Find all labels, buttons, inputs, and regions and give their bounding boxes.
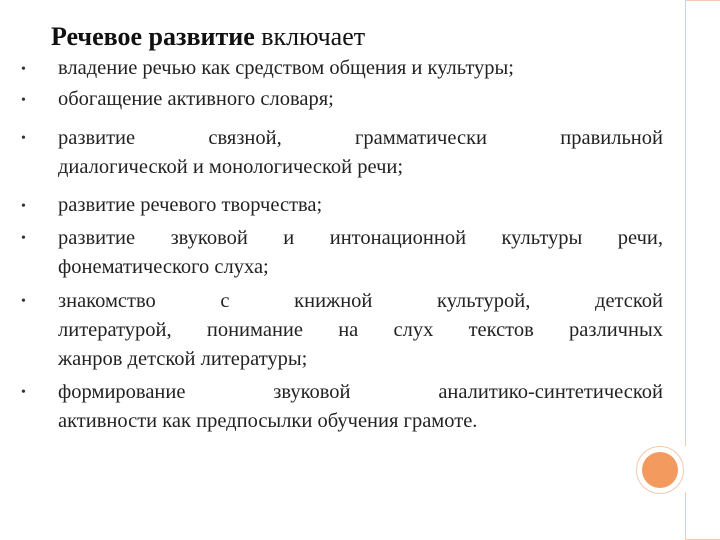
frame-vertical-line-top [685, 0, 686, 446]
page-title [51, 20, 365, 54]
bullet-icon: • [21, 385, 26, 400]
title-bold: Речевое развитие [51, 22, 255, 51]
frame-vertical-line-bottom [685, 492, 686, 540]
bullet-icon: • [21, 131, 26, 146]
bullet-icon: • [21, 294, 26, 309]
list-item-line: развитие связной, грамматически правильной [58, 127, 663, 149]
frame-top-line [685, 0, 720, 1]
list-item-line: развитие звуковой и интонационной культуры речи, [58, 227, 663, 249]
list-item-line: диалогической и монологической речи; [58, 156, 404, 178]
list-item-line: развитие речевого творчества; [58, 194, 323, 216]
title-rest: включает [254, 22, 366, 51]
bullet-icon: • [21, 231, 26, 246]
list-item-line: знакомство с книжной культурой, детской [58, 290, 663, 312]
list-item-line: владение речью как средством общения и культуры; [58, 57, 514, 79]
list-item-line: фонематического слуха; [58, 256, 269, 278]
list-item-line: формирование звуковой аналитико-синтетической [58, 381, 663, 403]
list-item-line: литературой, понимание на слух текстов различных [58, 319, 663, 341]
bullet-icon: • [21, 62, 26, 77]
bullet-icon: • [21, 93, 26, 108]
list-item-line: активности как предпосылки обучения грамоте. [58, 410, 478, 432]
bullet-icon: • [21, 199, 26, 214]
list-item-line: обогащение активного словаря; [58, 88, 334, 110]
decorative-circle-icon [642, 452, 678, 488]
list-item-line: жанров детской литературы; [58, 348, 308, 370]
